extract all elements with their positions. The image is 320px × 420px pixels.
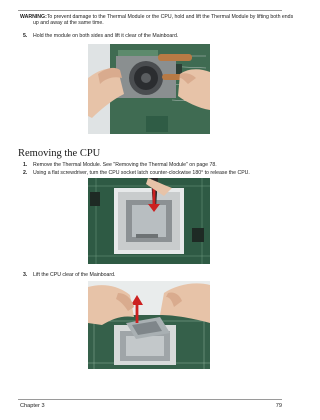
warning-text: To prevent damage to the Thermal Module or the CPU, hold and lift the Thermal Module by lifting both ends up and away at the same time. — [33, 14, 294, 27]
step-number: 3. — [23, 272, 28, 278]
step-number: 5. — [23, 33, 28, 39]
header-rule — [18, 10, 282, 11]
footer-chapter: Chapter 3 — [20, 403, 45, 409]
footer-rule — [18, 399, 282, 400]
step-text: Hold the module on both sides and lift it clear of the Mainboard. — [33, 33, 179, 39]
step-number: 2. — [23, 170, 28, 176]
step-5 — [23, 33, 178, 39]
warning-note — [20, 14, 295, 27]
footer-page-number: 79 — [275, 403, 282, 409]
step-3 — [23, 272, 115, 278]
step-text: Using a flat screwdriver, turn the CPU socket latch counter-clockwise 180° to release the CPU. — [33, 170, 250, 176]
warning-label: WARNING: — [20, 14, 47, 20]
step-text: Remove the Thermal Module. See "Removing the Thermal Module" on page 78. — [33, 162, 217, 168]
step-1 — [23, 162, 217, 168]
step-2 — [23, 170, 250, 176]
photo-thermal-module-lift — [88, 44, 210, 134]
photo-cpu-socket-latch — [88, 178, 210, 264]
step-number: 1. — [23, 162, 28, 168]
step-text: Lift the CPU clear of the Mainboard. — [33, 272, 116, 278]
section-title: Removing the CPU — [18, 148, 101, 159]
photo-cpu-lift — [88, 281, 210, 369]
